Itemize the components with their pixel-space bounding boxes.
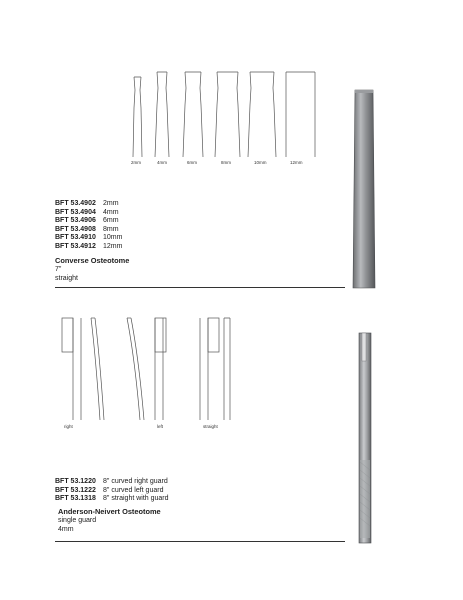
code-row: BFT 53.1222 8" curved left guard bbox=[55, 486, 164, 494]
converse-type: straight bbox=[55, 275, 78, 282]
code-row: BFT 53.4902 2mm bbox=[55, 200, 119, 207]
code-row: BFT 53.4906 6mm bbox=[55, 217, 119, 225]
code-row: BFT 53.1220 8" curved right guard bbox=[55, 478, 168, 485]
anderson-guard: single guard bbox=[58, 517, 97, 524]
blade-label-12mm: 12mm bbox=[290, 160, 303, 165]
guard-label-left: left bbox=[157, 424, 164, 429]
anderson-title: Anderson-Neivert Osteotome bbox=[58, 507, 161, 516]
blade-label-2mm: 2mm bbox=[131, 160, 141, 165]
converse-length: 7" bbox=[55, 266, 62, 273]
blade-label-6mm: 6mm bbox=[187, 160, 197, 165]
guard-label-straight: straight bbox=[203, 424, 218, 429]
code-row: BFT 53.4908 8mm bbox=[55, 225, 119, 233]
code-row: BFT 53.4910 10mm bbox=[55, 234, 123, 242]
code-row: BFT 53.4904 4mm bbox=[55, 208, 119, 216]
blade-label-10mm: 10mm bbox=[254, 160, 267, 165]
blade-label-4mm: 4mm bbox=[157, 160, 167, 165]
code-row: BFT 53.4912 12mm bbox=[55, 242, 123, 250]
code-row: BFT 53.1318 8" straight with guard bbox=[55, 495, 169, 503]
guard-label-right: right bbox=[64, 424, 73, 429]
blade-label-8mm: 8mm bbox=[221, 160, 231, 165]
converse-title: Converse Osteotome bbox=[55, 256, 130, 265]
anderson-width: 4mm bbox=[58, 526, 74, 533]
